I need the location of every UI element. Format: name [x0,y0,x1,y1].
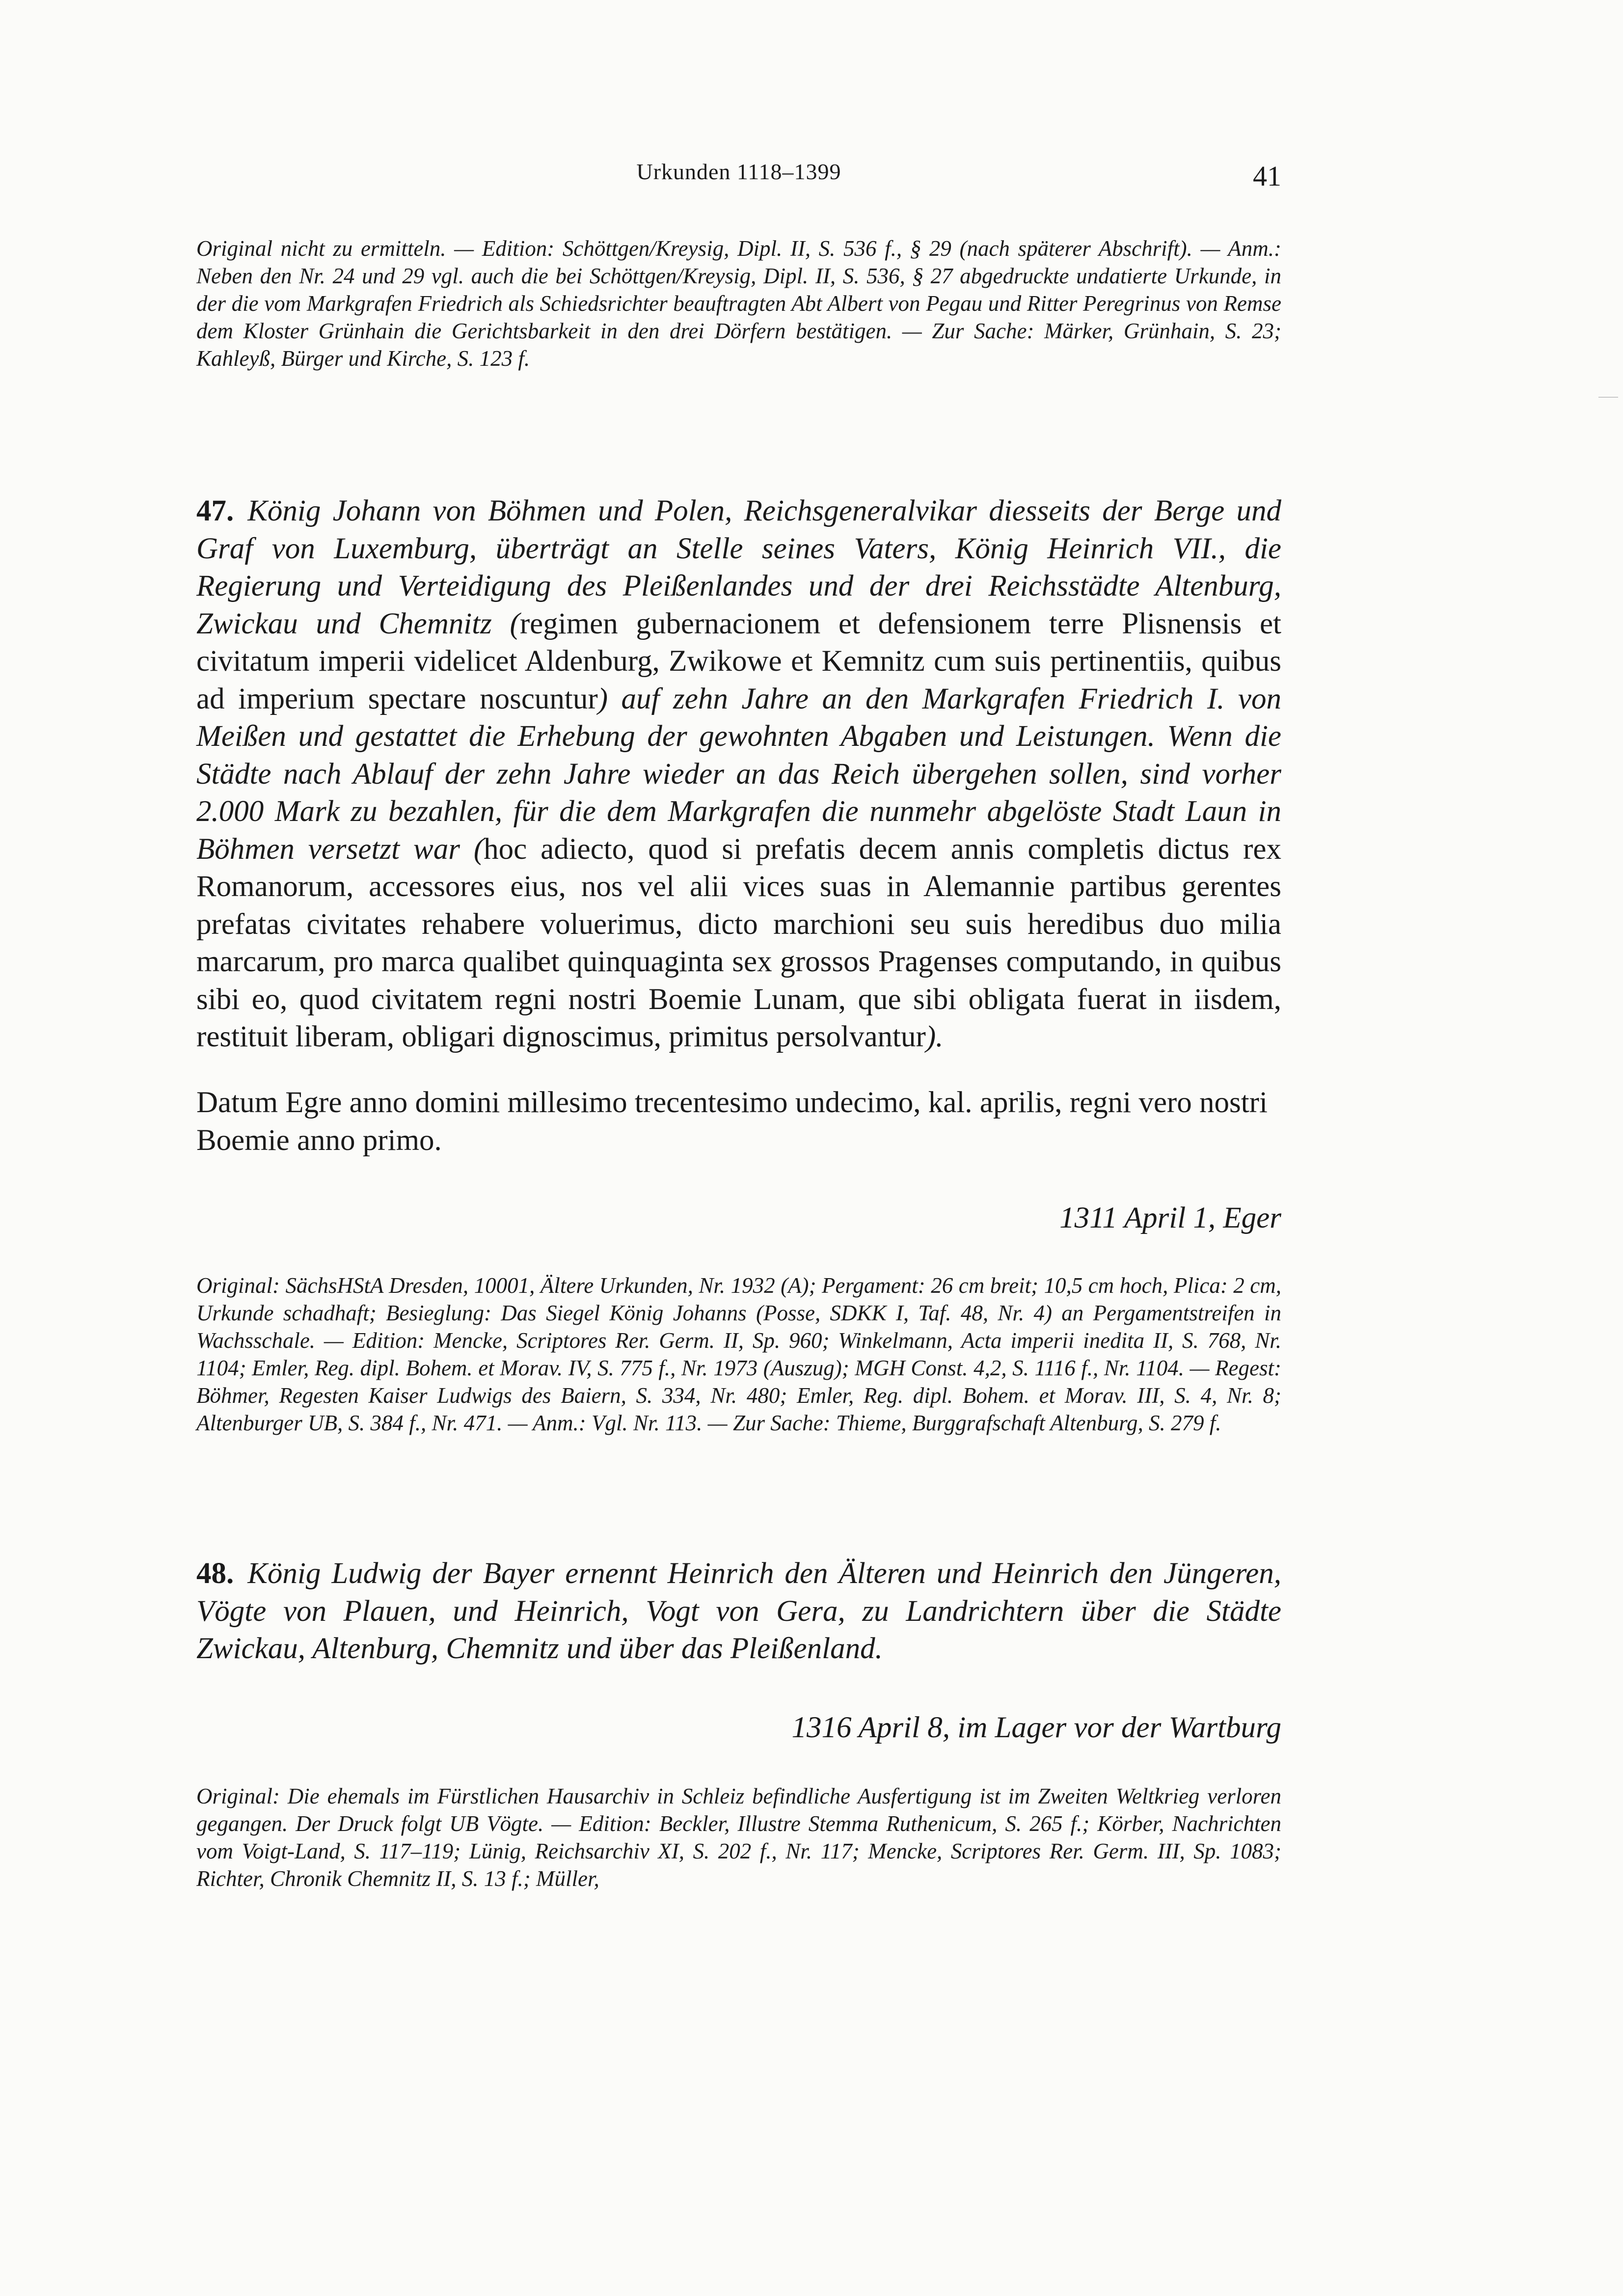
entry-47-summary-part-2: ) auf zehn Jahre an den Markgrafen Friedrich I. von Meißen und gestattet die Erhebung der gewohnten Abgaben und Leistungen. Wenn die Städte nach Ablauf der zehn Jahre wieder an das Reich übergehen sollen, sind vorher 2.000 Mark zu bezahlen, für die dem Markgrafen die nunmehr abgelöste Stadt Laun in Böhmen versetzt war ( [196,682,1281,866]
entry-47-latin-quote-1: regimen gubernacionem et defensionem terre Plisnensis et civitatum imperii videlicet Aldenburg, Zwikowe et Kemnitz cum suis pertinentiis, quibus ad imperium spectare noscuntur [196,607,1281,715]
entry-48-summary: König Ludwig der Bayer ernennt Heinrich den Älteren und Heinrich den Jüngeren, Vögte von Plauen, und Heinrich, Vogt von Gera, zu Landrichtern über die Städte Zwickau, Altenburg, Chemnitz und über das Pleißenland. [196,1557,1281,1665]
document-page [196,0,1281,2296]
source-note-46: Original nicht zu ermitteln. — Edition: Schöttgen/Kreysig, Dipl. II, S. 536 f., § 29 (nach späterer Abschrift). — Anm.: Neben den Nr. 24 und 29 vgl. auch die bei Schöttgen/Kreysig, Dipl. II, S. 536, § 27 abgedruckte undatierte Urkunde, in der die vom Markgrafen Friedrich als Schiedsrichter beauftragten Abt Albert von Pegau und Ritter Peregrinus von Remse dem Kloster Grünhain die Gerichtsbarkeit in den drei Dörfern bestätigen. — Zur Sache: Märker, Grünhain, S. 23; Kahleyß, Bürger und Kirche, S. 123 f. [196,236,1281,371]
entry-48-number: 48. [196,1557,234,1590]
entry-48-regest [196,1555,1281,1668]
scan-margin-mark [1598,397,1618,398]
entry-48-dateline: 1316 April 8, im Lager vor der Wartburg [791,1711,1281,1744]
entry-47-datum: Datum Egre anno domini millesimo trecentesimo undecimo, kal. aprilis, regni vero nostri Boemie anno primo. [196,1086,1268,1157]
source-note-48: Original: Die ehemals im Fürstlichen Hausarchiv in Schleiz befindliche Ausfertigung ist im Zweiten Weltkrieg verloren gegangen. Der Druck folgt UB Vögte. — Edition: Beckler, Illustre Stemma Ruthenicum, S. 265 f.; Körber, Nachrichten vom Voigt-Land, S. 117–119; Lünig, Reichsarchiv XI, S. 202 f., Nr. 117; Mencke, Scriptores Rer. Germ. III, Sp. 1083; Richter, Chronik Chemnitz II, S. 13 f.; Müller, [196,1784,1281,1891]
entry-47-summary-part-1: König Johann von Böhmen und Polen, Reichsgeneralvikar diesseits der Berge und Graf von Luxemburg, überträgt an Stelle seines Vaters, König Heinrich VII., die Regierung und Verteidigung des Pleißenlandes und der drei Reichsstädte Altenburg, Zwickau und Chemnitz ( [196,494,1281,640]
entry-47-latin-quote-2: hoc adiecto, quod si prefatis decem annis completis dictus rex Romanorum, accessores eius, nos vel alii vices suas in Alemannie partibus gerentes prefatas civitates rehabere voluerimus, dicto marchioni seu suis heredibus duo milia marcarum, pro marca qualibet quinquaginta sex grossos Pragenses computando, in quibus sibi eo, quod civitatem regni nostri Boemie Lunam, que sibi obligata fuerat in iisdem, restituit liberam, obligari dignoscimus, primitus persolvantur [196,832,1281,1053]
running-head [196,155,1281,194]
entry-47-regest [196,492,1281,1056]
page-number: 41 [1253,160,1281,192]
entry-47-dateline: 1311 April 1, Eger [1059,1202,1281,1234]
running-title: Urkunden 1118–1399 [636,159,841,184]
entry-47-number: 47. [196,494,234,527]
entry-47-summary-part-3: ). [925,1020,944,1053]
source-note-47: Original: SächsHStA Dresden, 10001, Ältere Urkunden, Nr. 1932 (A); Pergament: 26 cm breit; 10,5 cm hoch, Plica: 2 cm, Urkunde schadhaft; Besieglung: Das Siegel König Johanns (Posse, SDKK I, Taf. 48, Nr. 4) an Pergamentstreifen in Wachsschale. — Edition: Mencke, Scriptores Rer. Germ. II, Sp. 960; Winkelmann, Acta imperii inedita II, S. 768, Nr. 1104; Emler, Reg. dipl. Bohem. et Morav. IV, S. 775 f., Nr. 1973 (Auszug); MGH Const. 4,2, S. 1116 f., Nr. 1104. — Regest: Böhmer, Regesten Kaiser Ludwigs des Baiern, S. 334, Nr. 480; Emler, Reg. dipl. Bohem. et Morav. III, S. 4, Nr. 8; Altenburger UB, S. 384 f., Nr. 471. — Anm.: Vgl. Nr. 113. — Zur Sache: Thieme, Burggrafschaft Altenburg, S. 279 f. [196,1273,1281,1435]
